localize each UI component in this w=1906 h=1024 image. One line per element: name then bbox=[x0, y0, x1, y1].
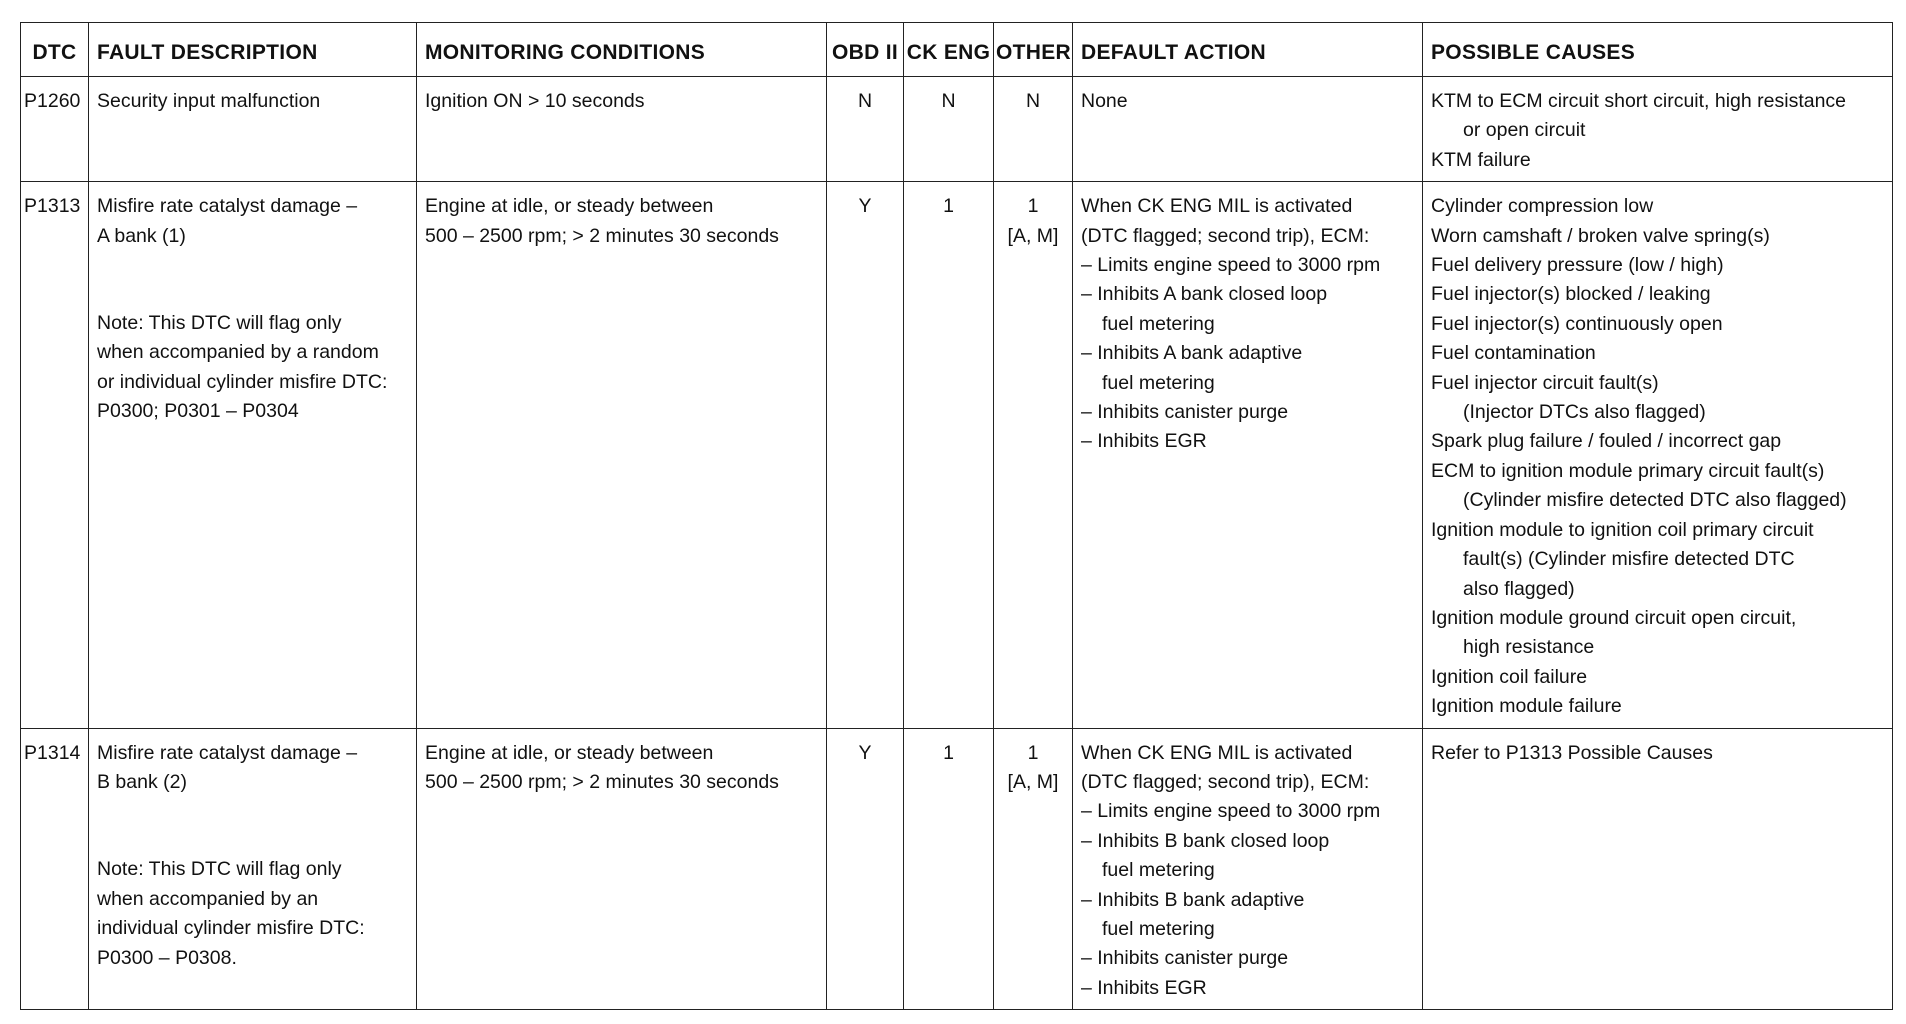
note-line: Note: This DTC will flag only bbox=[97, 858, 342, 881]
default-action-cell bbox=[1073, 182, 1423, 728]
monitoring-line: Engine at idle, or steady between bbox=[425, 741, 714, 764]
ck-eng-cell bbox=[904, 728, 994, 1010]
dtc-table bbox=[20, 22, 1893, 1010]
dtc-code-cell bbox=[21, 728, 89, 1010]
monitoring-line: 500 – 2500 rpm; > 2 minutes 30 seconds bbox=[425, 224, 779, 247]
monitoring-line: Engine at idle, or steady between bbox=[425, 195, 714, 218]
monitoring-line: 500 – 2500 rpm; > 2 minutes 30 seconds bbox=[425, 770, 779, 793]
possible-cause-line: Fuel injector circuit fault(s) bbox=[1431, 371, 1659, 394]
fault-description-line: B bank (2) bbox=[97, 770, 187, 793]
possible-cause-line: Spark plug failure / fouled / incorrect gap bbox=[1431, 430, 1782, 453]
default-action-line: – Inhibits EGR bbox=[1081, 976, 1207, 999]
ck-eng-value: 1 bbox=[943, 741, 954, 764]
table-row bbox=[21, 728, 1893, 1010]
possible-cause-line: Ignition coil failure bbox=[1431, 665, 1588, 688]
monitoring-conditions-cell bbox=[417, 77, 827, 182]
obd-ii-cell bbox=[827, 182, 904, 728]
note-line: individual cylinder misfire DTC: bbox=[97, 917, 365, 940]
default-action-line: – Limits engine speed to 3000 rpm bbox=[1081, 254, 1381, 277]
default-action-line: – Inhibits A bank adaptive bbox=[1081, 342, 1303, 365]
possible-cause-line: Ignition module failure bbox=[1431, 695, 1622, 718]
default-action-line: fuel metering bbox=[1102, 371, 1215, 394]
other-value: [A, M] bbox=[1007, 224, 1059, 247]
dtc-code-cell bbox=[21, 182, 89, 728]
default-action-line: When CK ENG MIL is activated bbox=[1081, 741, 1353, 764]
default-action-line: fuel metering bbox=[1102, 859, 1215, 882]
possible-cause-line: (Injector DTCs also flagged) bbox=[1463, 401, 1706, 424]
header-ck-eng: CK ENG bbox=[904, 23, 994, 77]
possible-cause-line: Ignition module ground circuit open circuit, bbox=[1431, 606, 1797, 629]
note-line: P0300 – P0308. bbox=[97, 946, 237, 969]
obd-ii-value: N bbox=[857, 90, 873, 112]
default-action-line: None bbox=[1081, 90, 1128, 112]
default-action-cell bbox=[1073, 728, 1423, 1010]
table-body bbox=[21, 77, 1893, 1010]
default-action-line: – Inhibits canister purge bbox=[1081, 401, 1289, 424]
obd-ii-value: Y bbox=[858, 195, 872, 218]
dtc-code: P1313 bbox=[24, 195, 81, 218]
ck-eng-cell bbox=[904, 77, 994, 182]
default-action-line: (DTC flagged; second trip), ECM: bbox=[1081, 770, 1370, 793]
possible-cause-line: fault(s) (Cylinder misfire detected DTC bbox=[1463, 548, 1795, 571]
possible-cause-line: Refer to P1313 Possible Causes bbox=[1431, 741, 1713, 764]
note-spacer bbox=[97, 251, 408, 309]
obd-ii-cell bbox=[827, 77, 904, 182]
possible-cause-line: or open circuit bbox=[1463, 119, 1586, 142]
possible-cause-line: (Cylinder misfire detected DTC also flagged) bbox=[1463, 489, 1847, 512]
note-line: when accompanied by an bbox=[97, 887, 319, 910]
default-action-line: When CK ENG MIL is activated bbox=[1081, 195, 1353, 218]
default-action-line: – Inhibits B bank adaptive bbox=[1081, 888, 1305, 911]
fault-description-line: Misfire rate catalyst damage – bbox=[97, 741, 358, 764]
fault-description-line: Misfire rate catalyst damage – bbox=[97, 195, 358, 218]
fault-description-line: Security input malfunction bbox=[97, 90, 321, 112]
dtc-table-container bbox=[20, 22, 1892, 1010]
note-line: P0300; P0301 – P0304 bbox=[97, 400, 299, 423]
note-line: or individual cylinder misfire DTC: bbox=[97, 370, 388, 393]
default-action-cell bbox=[1073, 77, 1423, 182]
possible-cause-line: ECM to ignition module primary circuit fault(s) bbox=[1431, 459, 1825, 482]
obd-ii-cell bbox=[827, 728, 904, 1010]
header-other: OTHER bbox=[994, 23, 1073, 77]
note-spacer bbox=[97, 797, 408, 855]
possible-cause-line: high resistance bbox=[1463, 636, 1595, 659]
default-action-line: – Inhibits canister purge bbox=[1081, 947, 1289, 970]
header-possible-causes: POSSIBLE CAUSES bbox=[1423, 23, 1893, 77]
possible-cause-line: Fuel delivery pressure (low / high) bbox=[1431, 254, 1724, 277]
possible-cause-line: KTM to ECM circuit short circuit, high resistance bbox=[1431, 90, 1847, 112]
monitoring-conditions-cell bbox=[417, 182, 827, 728]
ck-eng-value: 1 bbox=[943, 195, 954, 218]
header-row bbox=[21, 23, 1893, 77]
possible-cause-line: Worn camshaft / broken valve spring(s) bbox=[1431, 224, 1770, 247]
other-cell bbox=[994, 728, 1073, 1010]
default-action-line: – Inhibits B bank closed loop bbox=[1081, 829, 1330, 852]
default-action-line: – Inhibits EGR bbox=[1081, 430, 1207, 453]
other-value: [A, M] bbox=[1007, 770, 1059, 793]
default-action-line: fuel metering bbox=[1102, 312, 1215, 335]
possible-cause-line: also flagged) bbox=[1463, 577, 1575, 600]
dtc-code: P1260 bbox=[24, 90, 81, 112]
fault-description-cell bbox=[89, 728, 417, 1010]
default-action-line: fuel metering bbox=[1102, 917, 1215, 940]
other-value: 1 bbox=[1027, 741, 1039, 764]
possible-causes-cell bbox=[1423, 77, 1893, 182]
table-row bbox=[21, 182, 1893, 728]
ck-eng-cell bbox=[904, 182, 994, 728]
dtc-code: P1314 bbox=[24, 741, 81, 764]
header-fault-description: FAULT DESCRIPTION bbox=[89, 23, 417, 77]
possible-causes-cell bbox=[1423, 182, 1893, 728]
header-obd-ii: OBD II bbox=[827, 23, 904, 77]
other-value: N bbox=[1025, 90, 1041, 112]
fault-description-line: A bank (1) bbox=[97, 224, 186, 247]
header-monitoring-conditions: MONITORING CONDITIONS bbox=[417, 23, 827, 77]
table-row bbox=[21, 77, 1893, 182]
header-dtc: DTC bbox=[21, 23, 89, 77]
monitoring-conditions-cell bbox=[417, 728, 827, 1010]
possible-cause-line: Fuel injector(s) blocked / leaking bbox=[1431, 283, 1711, 306]
monitoring-line: Ignition ON > 10 seconds bbox=[425, 90, 645, 112]
other-value: 1 bbox=[1027, 195, 1039, 218]
possible-cause-line: Fuel contamination bbox=[1431, 342, 1596, 365]
possible-causes-cell bbox=[1423, 728, 1893, 1010]
possible-cause-line: Fuel injector(s) continuously open bbox=[1431, 312, 1723, 335]
default-action-line: – Limits engine speed to 3000 rpm bbox=[1081, 800, 1381, 823]
possible-cause-line: Cylinder compression low bbox=[1431, 195, 1654, 218]
fault-description-cell bbox=[89, 182, 417, 728]
other-cell bbox=[994, 77, 1073, 182]
possible-cause-line: KTM failure bbox=[1431, 148, 1531, 171]
obd-ii-value: Y bbox=[858, 741, 872, 764]
possible-cause-line: Ignition module to ignition coil primary circuit bbox=[1431, 518, 1814, 541]
dtc-code-cell bbox=[21, 77, 89, 182]
default-action-line: – Inhibits A bank closed loop bbox=[1081, 283, 1328, 306]
note-line: when accompanied by a random bbox=[97, 341, 379, 364]
fault-description-cell bbox=[89, 77, 417, 182]
other-cell bbox=[994, 182, 1073, 728]
header-default-action: DEFAULT ACTION bbox=[1073, 23, 1423, 77]
default-action-line: (DTC flagged; second trip), ECM: bbox=[1081, 224, 1370, 247]
ck-eng-value: N bbox=[941, 90, 956, 112]
note-line: Note: This DTC will flag only bbox=[97, 312, 342, 335]
